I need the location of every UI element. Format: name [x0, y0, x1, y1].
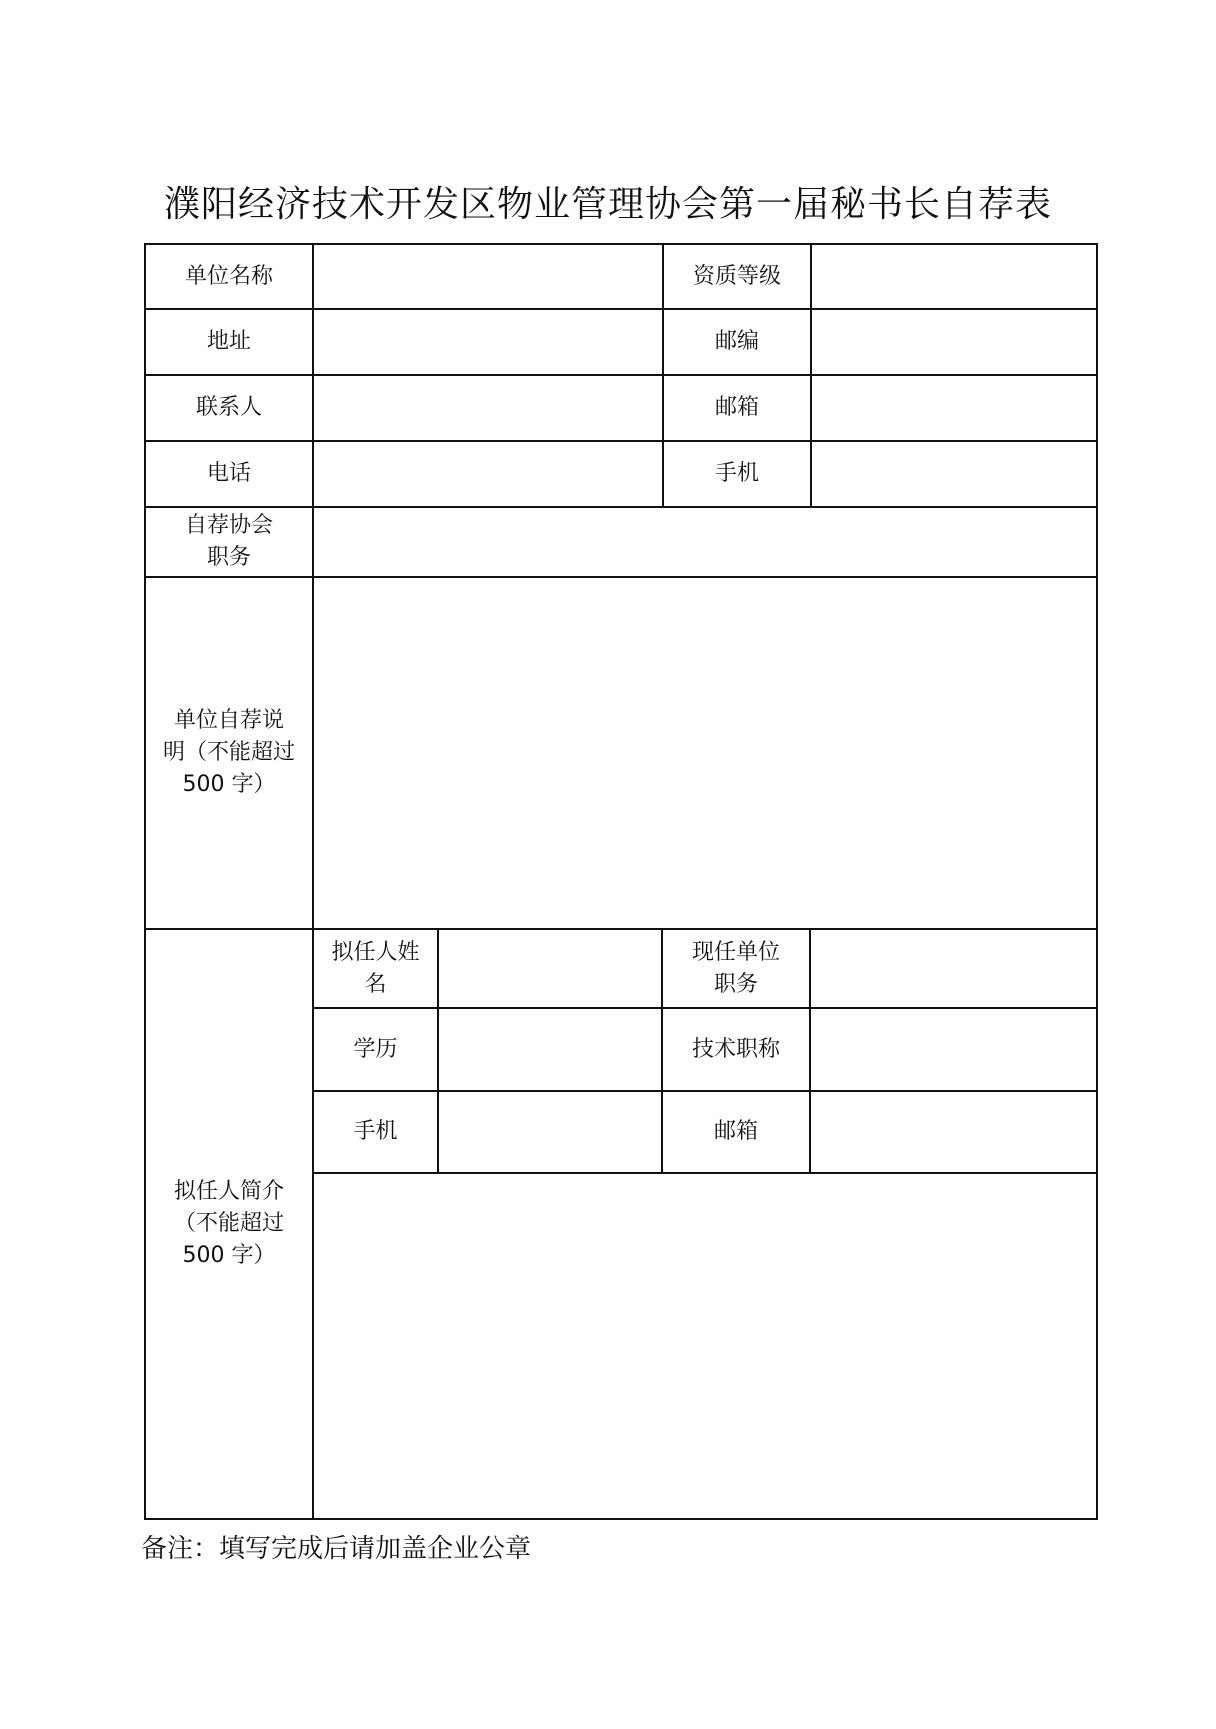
postcode-field[interactable]: [811, 309, 1097, 375]
footnote: 备注：填写完成后请加盖企业公章: [141, 1534, 532, 1564]
candidate-section: [313, 929, 1097, 1519]
contact-field[interactable]: [313, 375, 663, 441]
email-field[interactable]: [811, 375, 1097, 441]
unit-statement-label-line3: 500 字）: [182, 772, 276, 797]
qualification-label: 资质等级: [663, 244, 811, 309]
address-field[interactable]: [313, 309, 663, 375]
unit-name-field[interactable]: [313, 244, 663, 309]
education-field[interactable]: [438, 1008, 662, 1091]
phone-field[interactable]: [313, 441, 663, 507]
association-position-label-line2: 职务: [206, 545, 251, 570]
phone-label: 电话: [145, 441, 313, 507]
association-position-field[interactable]: [313, 507, 1097, 577]
mobile-label: 手机: [663, 441, 811, 507]
page-title: 濮阳经济技术开发区物业管理协会第一届秘书长自荐表: [163, 184, 1052, 225]
candidate-intro-label: [145, 929, 313, 1519]
current-position-label-line2: 职务: [713, 971, 758, 997]
candidate-intro-label-line3: 500 字）: [182, 1243, 276, 1268]
association-position-label: [145, 507, 313, 577]
postcode-label: 邮编: [663, 309, 811, 375]
candidate-email-field[interactable]: [810, 1091, 1096, 1173]
candidate-intro-label-line2: （不能超过: [173, 1211, 284, 1236]
unit-statement-label-line1: 单位自荐说: [173, 708, 284, 733]
address-label: 地址: [145, 309, 313, 375]
candidate-name-label: [314, 930, 438, 1008]
tech-title-field[interactable]: [810, 1008, 1096, 1091]
candidate-mobile-label: 手机: [314, 1091, 438, 1173]
self-recommendation-form: [144, 243, 1098, 1520]
candidate-email-label: 邮箱: [662, 1091, 810, 1173]
email-label: 邮箱: [663, 375, 811, 441]
education-label: 学历: [314, 1008, 438, 1091]
unit-name-label: 单位名称: [145, 244, 313, 309]
unit-statement-label: [145, 577, 313, 929]
current-position-label-line1: 现任单位: [691, 939, 780, 965]
current-position-label: [662, 930, 810, 1008]
association-position-label-line1: 自荐协会: [184, 513, 273, 538]
contact-label: 联系人: [145, 375, 313, 441]
candidate-intro-label-line1: 拟任人简介: [173, 1179, 284, 1204]
unit-statement-field[interactable]: [313, 577, 1097, 929]
qualification-field[interactable]: [811, 244, 1097, 309]
current-position-field[interactable]: [810, 930, 1096, 1008]
tech-title-label: 技术职称: [662, 1008, 810, 1091]
candidate-mobile-field[interactable]: [438, 1091, 662, 1173]
candidate-name-label-line2: 名: [364, 971, 387, 997]
candidate-name-label-line1: 拟任人姓: [331, 939, 420, 965]
mobile-field[interactable]: [811, 441, 1097, 507]
candidate-name-field[interactable]: [438, 930, 662, 1008]
candidate-details-table: [314, 930, 1096, 1518]
candidate-intro-field[interactable]: [314, 1173, 1096, 1518]
unit-statement-label-line2: 明（不能超过: [162, 740, 295, 765]
